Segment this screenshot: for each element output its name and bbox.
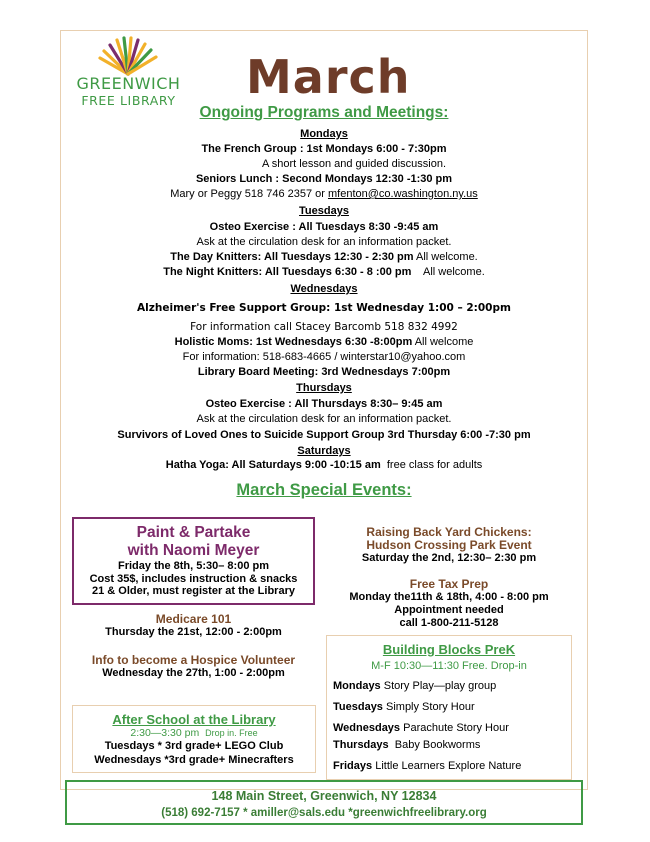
osteo-thursday: Osteo Exercise : All Thursdays 8:30– 9:45 am <box>205 398 443 410</box>
seniors-lunch: Seniors Lunch : Second Mondays 12:30 -1:30 pm <box>195 173 453 185</box>
blocks-text: Simply Story Hour <box>386 701 475 713</box>
holistic-moms <box>60 336 588 349</box>
saturdays-heading: Saturdays <box>297 445 351 457</box>
hospice-event <box>72 654 315 680</box>
blocks-text: Story Play—play group <box>383 680 497 692</box>
day-knitters <box>60 251 588 264</box>
french-desc: A short lesson and guided discussion. <box>261 158 447 170</box>
alzheimers-group: Alzheimer's Free Support Group: 1st Wednesday 1:00 – 2:00pm <box>137 302 511 314</box>
chickens-date: Saturday the 2nd, 12:30– 2:30 pm <box>361 552 537 564</box>
chickens-subtitle: Hudson Crossing Park Event <box>366 538 532 552</box>
blocks-row-thursday <box>333 739 571 752</box>
holistic-info: For information: 518-683-4665 / winterstar10@yahoo.com <box>182 351 466 363</box>
building-blocks-time: M-F 10:30—11:30 Free. Drop-in <box>371 660 527 672</box>
seniors-contact <box>60 188 588 201</box>
paint-partake-box <box>72 517 315 605</box>
blocks-text: Little Learners Explore Nature <box>375 760 522 772</box>
after-school-time <box>73 727 315 739</box>
blocks-row-monday <box>333 680 571 693</box>
paint-date: Friday the 8th, 5:30– 8:00 pm <box>118 560 269 572</box>
tax-date: Monday the11th & 18th, 4:00 - 8:00 pm <box>349 591 549 603</box>
day-knitters-text: The Day Knitters: All Tuesdays 12:30 - 2:30 pm <box>170 251 414 263</box>
holistic-moms-note: All welcome <box>414 336 474 348</box>
blocks-row-friday <box>333 760 571 773</box>
board-meeting: Library Board Meeting: 3rd Wednesdays 7:00pm <box>197 366 451 378</box>
seniors-email-link[interactable]: mfenton@co.washington.ny.us <box>327 188 478 200</box>
special-events-heading: March Special Events: <box>236 481 412 499</box>
footer-address: 148 Main Street, Greenwich, NY 12834 <box>211 789 437 803</box>
osteo-tuesday-desc: Ask at the circulation desk for an information packet. <box>196 236 452 248</box>
hatha-yoga-text: Hatha Yoga: All Saturdays 9:00 -10:15 am <box>165 459 381 471</box>
thursdays-heading: Thursdays <box>296 382 352 394</box>
blocks-day: Wednesdays <box>333 722 401 734</box>
hospice-date: Wednesday the 27th, 1:00 - 2:00pm <box>102 667 285 679</box>
after-school-note: Drop in. Free <box>205 728 258 738</box>
after-school-box <box>72 705 316 773</box>
blocks-row-tuesday <box>333 701 571 714</box>
after-school-tuesday: Tuesdays * 3rd grade+ LEGO Club <box>104 740 284 752</box>
ongoing-heading: Ongoing Programs and Meetings: <box>199 104 449 121</box>
paint-cost: Cost 35$, includes instruction & snacks <box>89 572 298 585</box>
blocks-day: Thursdays <box>333 739 389 751</box>
blocks-day: Mondays <box>333 680 381 692</box>
tax-prep-event <box>326 578 572 630</box>
night-knitters <box>60 266 588 279</box>
chickens-title: Raising Back Yard Chickens: <box>366 525 532 539</box>
french-group: The French Group : 1st Mondays 6:00 - 7:30pm <box>201 143 447 155</box>
footer-contact-line: (518) 692-7157 * amiller@sals.edu *greenwichfreelibrary.org <box>161 807 487 819</box>
paint-title: Paint & Partake <box>136 524 251 541</box>
footer-contact <box>65 780 583 825</box>
library-logo <box>66 36 191 114</box>
logo-name: GREENWICH <box>76 74 181 93</box>
blocks-day: Tuesdays <box>333 701 383 713</box>
tax-call: call 1-800-211-5128 <box>399 617 499 629</box>
hospice-title: Info to become a Hospice Volunteer <box>91 653 296 667</box>
blocks-row-wednesday <box>333 722 571 735</box>
paint-subtitle: with Naomi Meyer <box>127 542 260 559</box>
holistic-moms-text: Holistic Moms: 1st Wednesdays 6:30 -8:00pm <box>174 336 413 348</box>
building-blocks-title: Building Blocks PreK <box>382 642 516 657</box>
paint-age: 21 & Older, must register at the Library <box>92 585 295 597</box>
after-school-wednesday: Wednesdays *3rd grade+ Minecrafters <box>94 754 294 766</box>
seniors-contact-text: Mary or Peggy 518 746 2357 or <box>170 188 328 200</box>
sunburst-icon <box>66 36 191 76</box>
blocks-text: Parachute Story Hour <box>403 722 509 734</box>
building-blocks-box <box>326 635 572 780</box>
night-knitters-text: The Night Knitters: All Tuesdays 6:30 - 8 :00 pm <box>163 266 412 278</box>
survivors-group: Survivors of Loved Ones to Suicide Support Group 3rd Thursday 6:00 -7:30 pm <box>117 429 531 441</box>
night-knitters-note: All welcome. <box>423 266 485 278</box>
osteo-thursday-desc: Ask at the circulation desk for an information packet. <box>196 413 452 425</box>
page-title: March <box>246 50 411 104</box>
medicare-title: Medicare 101 <box>155 612 232 626</box>
day-knitters-note: All welcome. <box>416 251 478 263</box>
hatha-yoga <box>60 459 588 472</box>
hatha-yoga-note: free class for adults <box>386 459 483 471</box>
tax-title: Free Tax Prep <box>409 577 489 591</box>
chickens-event <box>326 526 572 565</box>
tax-appointment: Appointment needed <box>394 604 504 616</box>
wednesdays-heading: Wednesdays <box>290 283 358 295</box>
tuesdays-heading: Tuesdays <box>299 205 349 217</box>
medicare-event <box>72 613 315 639</box>
medicare-date: Thursday the 21st, 12:00 - 2:00pm <box>105 626 282 638</box>
osteo-tuesday: Osteo Exercise : All Tuesdays 8:30 -9:45 am <box>209 221 439 233</box>
mondays-heading: Mondays <box>300 128 348 140</box>
blocks-text: Baby Bookworms <box>394 739 481 751</box>
logo-subtitle: FREE LIBRARY <box>81 93 176 108</box>
blocks-day: Fridays <box>333 760 373 772</box>
after-school-title: After School at the Library <box>112 712 276 727</box>
after-school-hours: 2:30—3:30 pm <box>130 727 200 739</box>
alzheimers-info: For information call Stacey Barcomb 518 832 4992 <box>190 321 458 333</box>
